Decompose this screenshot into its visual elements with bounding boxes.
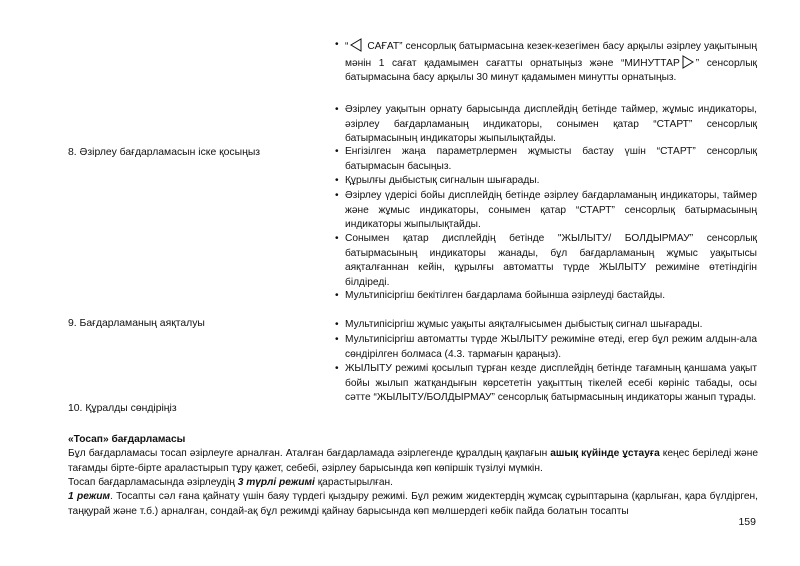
bullet-8-5 bbox=[335, 232, 757, 290]
bullet-9-1 bbox=[335, 318, 757, 333]
bullet-text: Сонымен қатар дисплейдің бетінде "ЖЫЛЫТУ/ БОЛДЫРМАУ” сенсорлық батырмасының индикаторы жанады, бұл бағдарламаның жұмыс уақытысы аяқталғаннан кейін, құрылғы автоматты түрде ЖЫЛЫТУ режиміне өтетіндігін білдіреді. bbox=[345, 233, 757, 288]
bullet-text: Енгізілген жаңа параметрлермен жұмысты бастау үшін “СТАРТ” сенсорлық батырмасын басыңыз. bbox=[345, 146, 757, 172]
bullet-8-3 bbox=[335, 174, 757, 189]
emphasis-text: 3 түрлі режимі bbox=[237, 477, 315, 488]
bullet-8-6 bbox=[335, 289, 757, 304]
bullet-text: Мультипісіргіш жұмыс уақыты аяқталғысымен дыбыстық сигнал шығарады. bbox=[345, 319, 703, 330]
paragraph-text: . Тосапты сәл ғана қайнату үшін баяу түрдегі қыздыру режимі. Бұл режим жидектердің жұмсақ сұрыптарына (қарлыған, қара бүлдірген, таңқурай және т.б.) арналған, сондай-ақ бұл режимді қайнау барысында көп мөлшердегі көбік пайда болатын тосапты bbox=[68, 491, 759, 517]
paragraph-text: Бұл бағдарламасы тосап әзірлеуге арналған. Аталған бағдарламада әзірлегенде құралдың қақпағын bbox=[68, 448, 551, 459]
paragraph-text: кеңес беріледі және тағамды бірте-бірте араластырып тұру қажет, себебі, әзірлеу барысында көп көпіршік түзілуі мүмкін. bbox=[68, 448, 759, 474]
section-title: «Тосап» бағдарламасы bbox=[68, 434, 186, 445]
mode-label: 1 режим bbox=[68, 491, 110, 502]
bullet-text: ЖЫЛЫТУ режимі қосылып тұрған кезде дисплейдің бетінде тағамның қаншама уақыт бойы жылып жатқандығын көрсететін уақыттың тікелей есебі көрініс табады, осы сәтте “ЖЫЛЫТУ/БОЛДЫРМАУ” сенсорлық батырмасының индикаторы жанып тұрады. bbox=[345, 363, 757, 404]
bullet-text: Әзірлеу уақытын орнату барысында дисплейдің бетінде таймер, жұмыс индикаторы, әзірлеу бағдарламаның индикаторы, сонымен қатар “СТАРТ” сенсорлық батырмасының индикаторы жыпылықтайды. bbox=[345, 104, 757, 145]
bullet-text-mid2: ” сенсорлық батырмасына басу арқылы 30 минут қадамымен минутты орнатыңыз. bbox=[345, 57, 757, 84]
right-triangle-icon bbox=[682, 55, 694, 69]
bullet-dot: • bbox=[335, 233, 339, 244]
bullet-dot: • bbox=[335, 334, 339, 345]
section-paragraph-1 bbox=[68, 447, 758, 476]
bullet-text-pre: “ bbox=[345, 41, 349, 52]
paragraph-text: Тосап бағдарламасында әзірлеудің bbox=[68, 477, 238, 488]
bullet-dot: • bbox=[335, 290, 339, 301]
bullet-text-mid1: САҒАТ” сенсорлық батырмасына кезек-кезегімен басу арқылы әзірлеу уақытының мәнін 1 сағат қадамымен сағатты орнатыңыз және “МИНУТТАР bbox=[345, 41, 757, 69]
bullet-text: Мультипісіргіш автоматты түрде ЖЫЛЫТУ режиміне өтеді, егер бұл режим алдын-ала сөндірілген болмаса (4.3. тармағын қараңыз). bbox=[345, 334, 757, 360]
step-9-label: 9. Бағдарламаның аяқталуы bbox=[68, 318, 205, 329]
bullet-9-3 bbox=[335, 362, 757, 406]
hour-minute-bullet bbox=[335, 38, 757, 86]
bullet-dot: • bbox=[335, 39, 339, 50]
bullet-text: Құрылғы дыбыстық сигналын шығарады. bbox=[345, 175, 540, 186]
bullet-text: Әзірлеу үдерісі бойы дисплейдің бетінде әзірлеу бағдарламаның индикаторы, таймер және жұмыс индикаторы, сонымен қатар “СТАРТ” сенсорлық батырмасының индикаторы жыпылықтайды. bbox=[345, 190, 757, 231]
bullet-8-2 bbox=[335, 145, 757, 174]
paragraph-text: қарастырылған. bbox=[314, 477, 393, 488]
step-8-label: 8. Әзірлеу бағдарламасын іске қосыңыз bbox=[68, 147, 261, 158]
bullet-9-2 bbox=[335, 333, 757, 362]
bullet-8-1 bbox=[335, 103, 757, 147]
bullet-dot: • bbox=[335, 319, 339, 330]
bullet-text: Мультипісіргіш бекітілген бағдарлама бойынша әзірлеуді бастайды. bbox=[345, 290, 666, 301]
bullet-8-4 bbox=[335, 189, 757, 233]
bullet-dot: • bbox=[335, 146, 339, 157]
bullet-dot: • bbox=[335, 104, 339, 115]
section-paragraph-3 bbox=[68, 490, 758, 519]
bullet-dot: • bbox=[335, 175, 339, 186]
bullet-dot: • bbox=[335, 363, 339, 374]
step-10-label: 10. Құралды сөндіріңіз bbox=[68, 403, 177, 414]
section-paragraph-2 bbox=[68, 476, 758, 491]
bullet-dot: • bbox=[335, 190, 339, 201]
emphasis-text: ашық күйінде ұстауға bbox=[550, 448, 660, 459]
page-number: 159 bbox=[738, 516, 756, 528]
left-triangle-icon bbox=[350, 38, 362, 52]
